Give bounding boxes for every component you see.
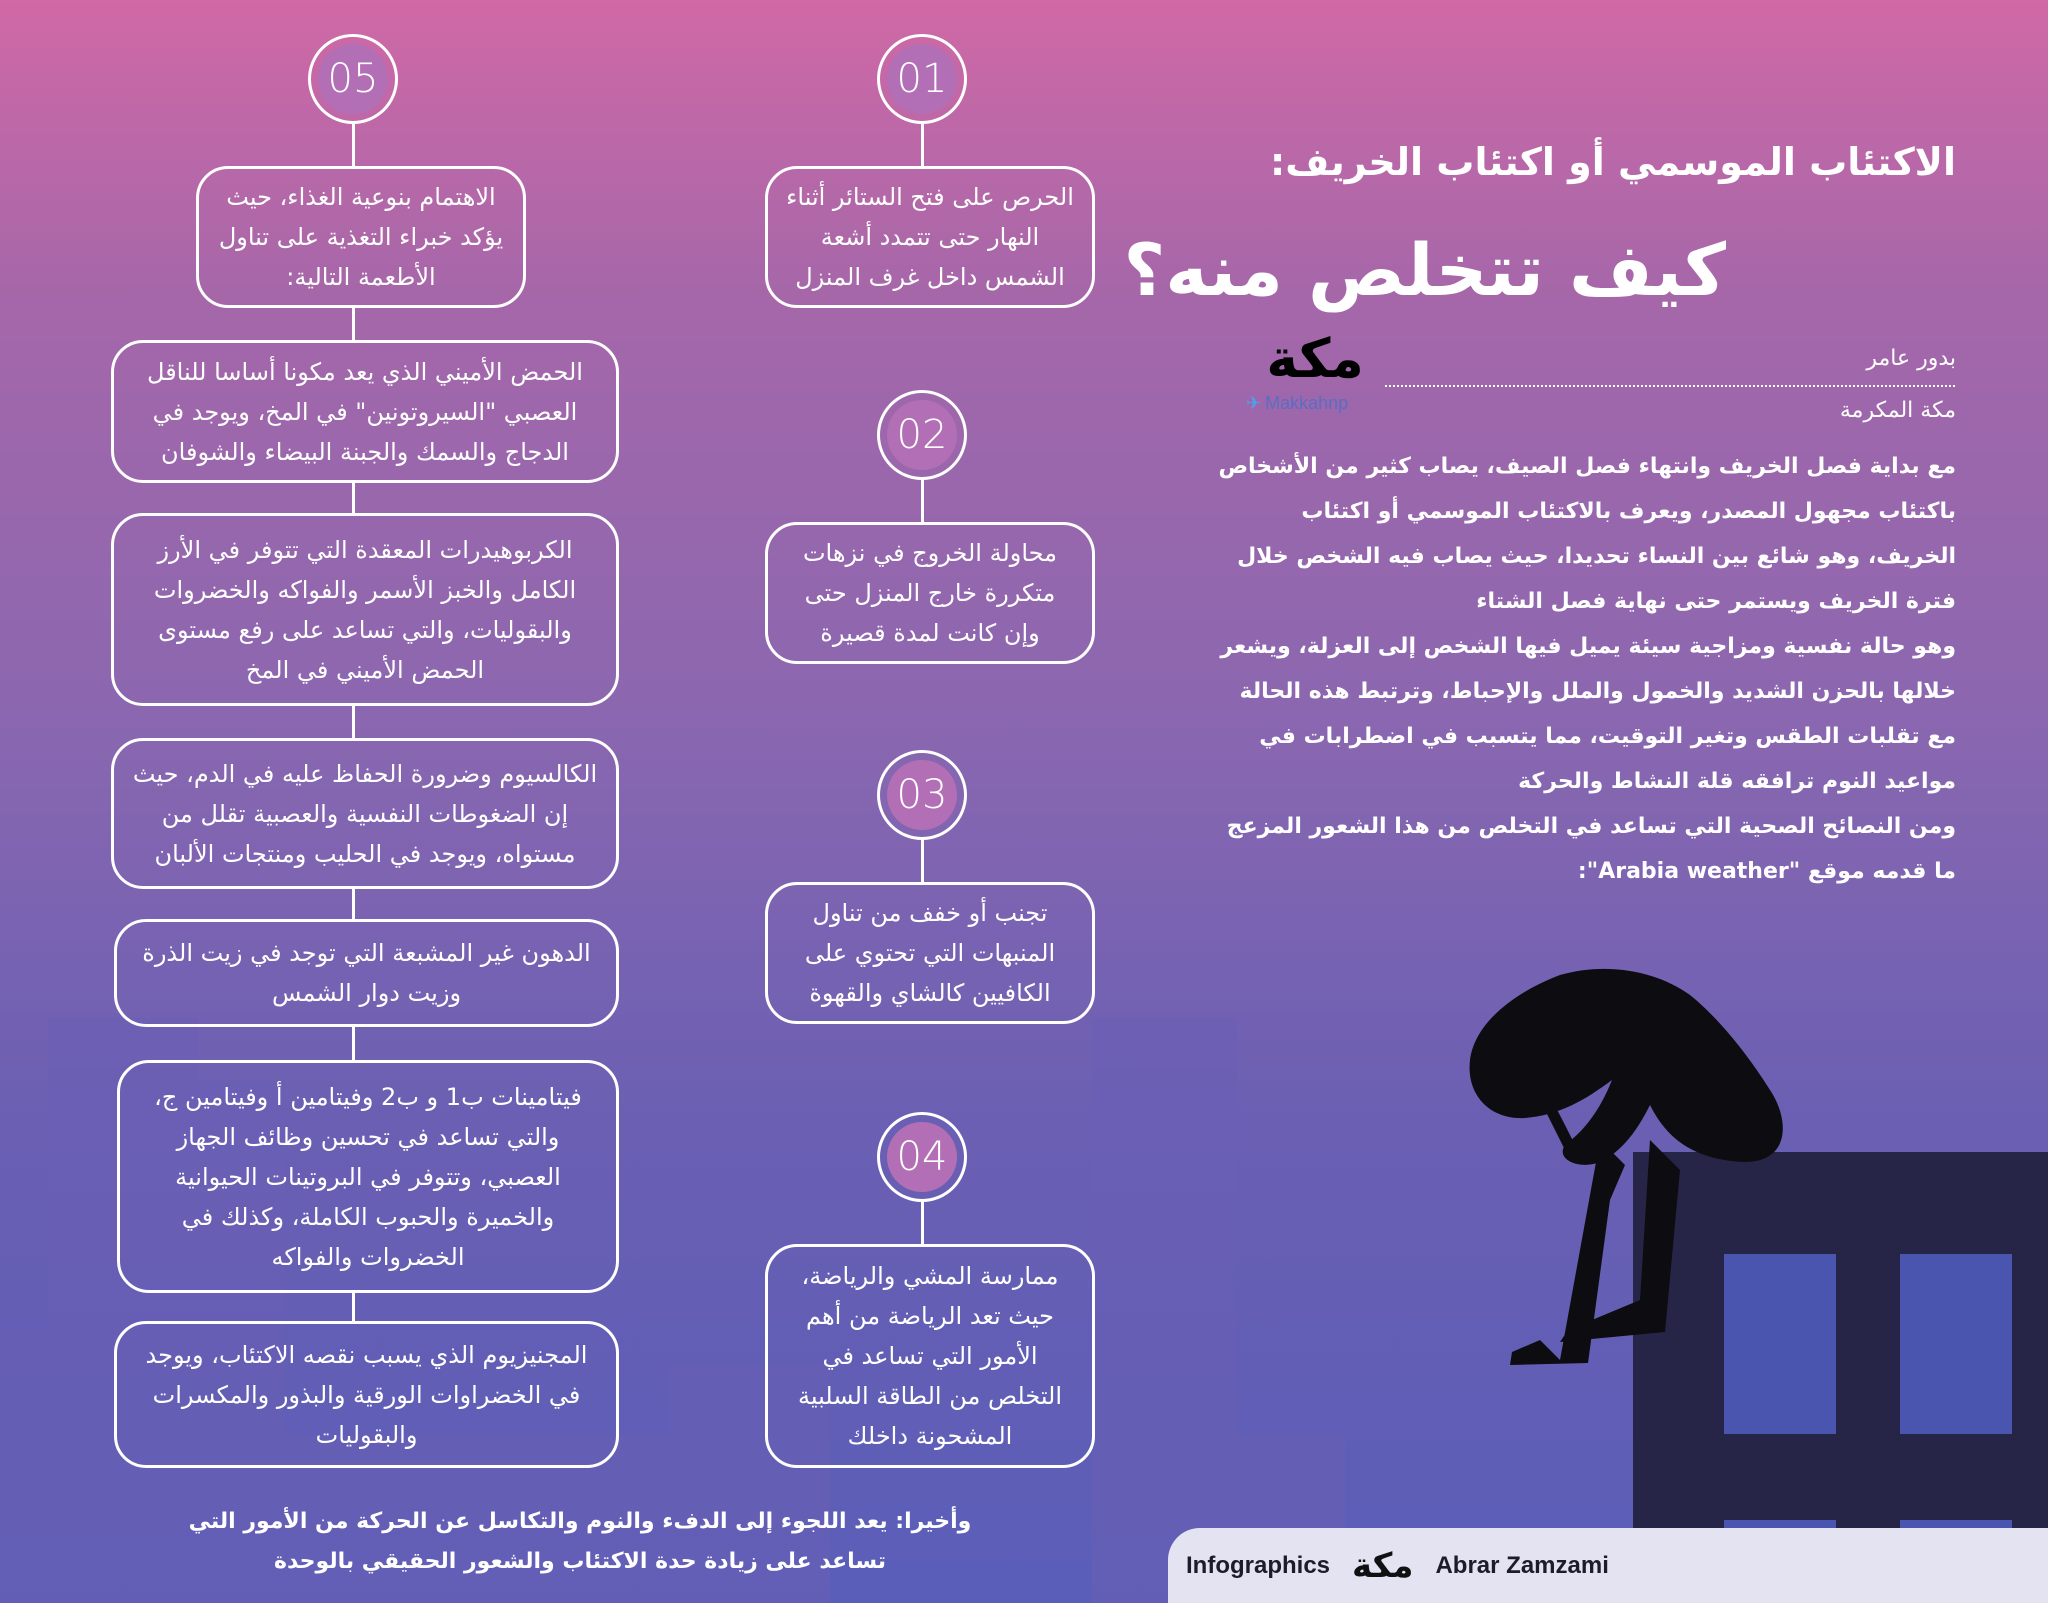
step-05-box: الاهتمام بنوعية الغذاء، حيث يؤكد خبراء التغذية على تناول الأطعمة التالية:	[196, 166, 526, 308]
food-item-1: الحمض الأميني الذي يعد مكونا أساسا للناقل العصبي "السيروتونين" في المخ، ويوجد في الدجاج والسمك والجبنة البيضاء والشوفان	[111, 340, 619, 483]
twitter-handle-text: Makkahnp	[1265, 393, 1349, 413]
connector-line	[352, 308, 355, 340]
logo-text: مكة	[1266, 326, 1364, 390]
food-item-6: المجنيزيوم الذي يسبب نقصه الاكتئاب، ويوجد في الخضراوات الورقية والبذور والمكسرات والبقوليات	[114, 1321, 619, 1468]
footer-designer: Abrar Zamzami	[1435, 1551, 1609, 1579]
intro-paragraph-1: مع بداية فصل الخريف وانتهاء فصل الصيف، يصاب كثير من الأشخاص باكتئاب مجهول المصدر، ويعرف بالاكتئاب الموسمي أو اكتئاب الخريف، وهو شائع بين النساء تحديدا، حيث يصاب فيه الشخص خلال فترة الخريف ويستمر حتى نهاية فصل الشتاء	[1218, 454, 1956, 614]
step-01-box: الحرص على فتح الستائر أثناء النهار حتى تتمدد أشعة الشمس داخل غرف المنزل	[765, 166, 1095, 308]
step-04-circle	[877, 1112, 967, 1202]
main-title-line1: الاكتئاب الموسمي أو اكتئاب الخريف:	[1270, 140, 1956, 184]
step-05-number: 05	[318, 44, 388, 114]
author-name: بدور عامر	[1866, 346, 1956, 371]
connector-line	[921, 840, 924, 882]
intro-paragraph-2: وهو حالة نفسية ومزاجية سيئة يميل فيها الشخص إلى العزلة، ويشعر خلالها بالحزن الشديد والخمول والملل والإحباط، وترتبط هذه الحالة مع تقلبات الطقس وتغير التوقيت، مما يتسبب في اضطرابات في مواعيد النوم ترافقه قلة النشاط والحركة	[1220, 634, 1956, 794]
location: مكة المكرمة	[1839, 398, 1956, 423]
step-02-circle	[877, 390, 967, 480]
step-03-box: تجنب أو خفف من تناول المنبهات التي تحتوي على الكافيين كالشاي والقهوة	[765, 882, 1095, 1024]
step-04-box: ممارسة المشي والرياضة، حيث تعد الرياضة من أهم الأمور التي تساعد في التخلص من الطاقة السلبية المشحونة داخلك	[765, 1244, 1095, 1468]
final-note: وأخيرا: يعد اللجوء إلى الدفء والنوم والتكاسل عن الحركة من الأمور التي تساعد على زيادة حدة الاكتئاب والشعور الحقيقي بالوحدة	[188, 1509, 972, 1574]
connector-line	[352, 124, 355, 166]
connector-line	[921, 124, 924, 166]
step-05-circle	[308, 34, 398, 124]
step-01-number: 01	[887, 44, 957, 114]
dotted-divider	[1385, 385, 1955, 387]
step-04-number: 04	[887, 1122, 957, 1192]
twitter-handle	[1246, 393, 1348, 414]
connector-line	[352, 1027, 355, 1060]
footer-logo: مكة	[1352, 1545, 1414, 1586]
intro-text	[1216, 444, 1956, 894]
food-item-3: الكالسيوم وضرورة الحفاظ عليه في الدم، حيث إن الضغوطات النفسية والعصبية تقلل من مستواه، ويوجد في الحليب ومنتجات الألبان	[111, 738, 619, 889]
step-02-number: 02	[887, 400, 957, 470]
step-02-box: محاولة الخروج في نزهات متكررة خارج المنزل حتى وإن كانت لمدة قصيرة	[765, 522, 1095, 664]
food-item-4: الدهون غير المشبعة التي توجد في زيت الذرة وزيت دوار الشمس	[114, 919, 619, 1027]
connector-line	[921, 480, 924, 522]
step-03-circle	[877, 750, 967, 840]
food-item-2: الكربوهيدرات المعقدة التي تتوفر في الأرز الكامل والخبز الأسمر والفواكه والخضروات والبقوليات، والتي تساعد على رفع مستوى الحمض الأميني في المخ	[111, 513, 619, 706]
twitter-bird-icon: ✈	[1246, 393, 1262, 413]
footer-label: Infographics	[1186, 1551, 1331, 1579]
footer-credits	[1168, 1528, 2048, 1603]
intro-paragraph-3: ومن النصائح الصحية التي تساعد في التخلص من هذا الشعور المزعج ما قدمه موقع "Arabia weather":	[1226, 814, 1956, 884]
connector-line	[352, 1293, 355, 1321]
step-01-circle	[877, 34, 967, 124]
connector-line	[921, 1202, 924, 1244]
connector-line	[352, 889, 355, 919]
connector-line	[352, 483, 355, 513]
main-title-line2: كيف تتخلص منه؟	[1123, 228, 1726, 312]
header-logo	[1240, 328, 1390, 388]
step-03-number: 03	[887, 760, 957, 830]
connector-line	[352, 706, 355, 738]
food-item-5: فيتامينات ب1 و ب2 وفيتامين أ وفيتامين ج، والتي تساعد في تحسين وظائف الجهاز العصبي، وتتوفر في البروتينات الحيوانية والخميرة والحبوب الكاملة، وكذلك في الخضروات والفواكه	[117, 1060, 619, 1293]
